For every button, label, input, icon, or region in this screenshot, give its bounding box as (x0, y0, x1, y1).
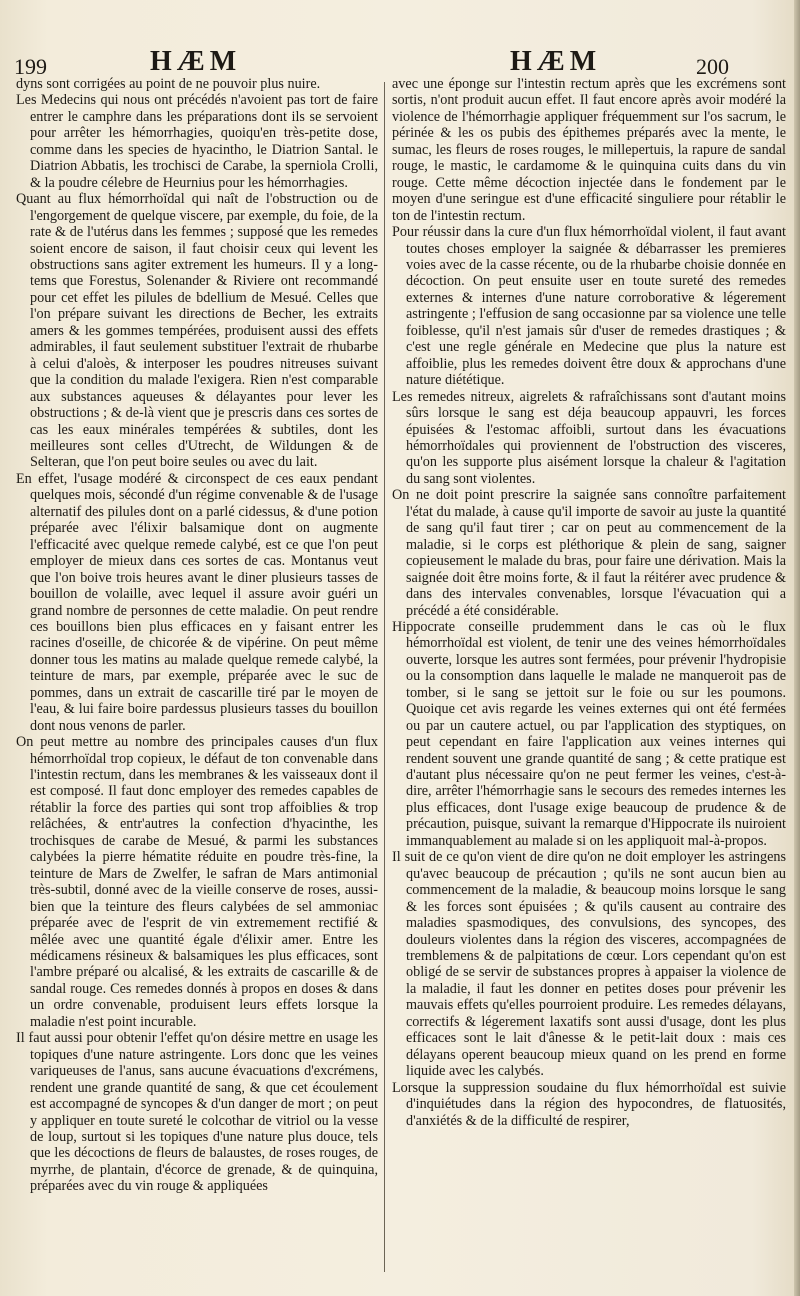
page-edge (794, 0, 800, 1296)
paragraph: On ne doit point prescrire la saignée sans connoître parfaitement l'état du malade, à cause qu'il importe de savoir au juste la quantité de sang qu'il faut tirer ; car on peut au commencement de la maladie, si le corps est pléthorique & plein de sang, saigner copieusement le malade du bras, pour faire une dérivation. Mais la saignée doit être moins forte, & il faut la réitérer avec prudence & dans des intervales convenables, lorsque l'évacuation qui a précédé a été considérable. (392, 487, 786, 619)
paragraph: Il faut aussi pour obtenir l'effet qu'on désire mettre en usage les topiques d'une nature astringente. Lors donc que les veines variqueuses de l'anus, sans aucune évacuations d'excrémens, rendent une grande quantité de sang, & que cet écoulement est accompagné de syncopes & d'un danger de mort ; on peut y appliquer en toute sureté le colcothar de vitriol ou la vesse de loup, surtout si les topiques d'une nature plus douce, tels que les décoctions de fleurs de balaustes, de roses rouges, de myrrhe, de plantain, d'écorce de grenade, & de quinquina, préparées avec du vin rouge & appliquées (16, 1030, 378, 1195)
paragraph: dyns sont corrigées au point de ne pouvoir plus nuire. (16, 76, 321, 92)
paragraph: Pour réussir dans la cure d'un flux hémorrhoïdal violent, il faut avant toutes choses employer la saignée & débarrasser les premieres voies avec de la casse récente, ou de la rhubarbe choisie donnée en décoction. On peut ensuite user en toute sureté des remedes externes & internes d'une nature corroborative & légerement astringente ; l'effusion de sang occasionne par sa violence une telle foiblesse, qu'il n'est jamais sûr d'user de remedes drastiques ; & c'est une regle générale en Medecine que plus la nature est affoiblie, plus les remedes doivent être doux & approchans d'une nature diététique. (392, 224, 786, 389)
right-page-number: 200 (696, 54, 729, 79)
paragraph: Quant au flux hémorrhoïdal qui naît de l'obstruction ou de l'engorgement de quelque viscere, par exemple, du foie, de la rate & de l'utérus dans les femmes ; supposé que les remedes soient encore de saison, il faut choisir ceux qui levent les obstructions sans agiter extrement les humeurs. Il y a long-tems que Forestus, Solenander & Riviere ont recommandé pour cet effet les pilules de bdellium de Mesué. Celles que l'on prépare suivant les directions de Becher, les extraits amers & les gommes tempérées, produisent aussi des effets admirables, il faut seulement substituer l'extrait de rhubarbe à celui d'aloès, & interposer les poudres nitreuses suivant que la condition du malade l'exigera. Rien n'est comparable aux substances aqueuses & délayantes pour lever les obstructions ; & de-là vient que je prescris dans ces sortes de cas les eaux minérales tempérées & subtiles, dont les meilleures sont celles d'Utrecht, de Wildungen & de Selteran, que l'on peut boire seules ou avec du lait. (16, 191, 378, 471)
left-running-head: HÆM (150, 46, 242, 77)
right-text-column (392, 76, 786, 1129)
paragraph: Lorsque la suppression soudaine du flux hémorrhoïdal est suivie d'inquiétudes dans la région des hypocondres, de flatuosités, d'anxiétés & de la difficulté de respirer, (392, 1079, 786, 1129)
right-running-head: HÆM (510, 46, 602, 77)
column-divider (384, 82, 385, 1272)
paragraph: avec une éponge sur l'intestin rectum après que les excrémens sont sortis, n'ont produit aucun effet. Il faut encore après avoir modéré la violence de l'hémorrhagie appliquer fréquemment sur l'os sacrum, le périnée & les os pubis des épithemes préparés avec la mente, le sumac, les fleurs de roses rouges, le millepertuis, la rapure de sandal rouge, le mastic, le cardamome & le quinquina cuits dans du vin rouge. Cette même décoction injectée dans le fondement par le moyen d'une seringue est d'une efficacité singuliere pour rétablir le ton de l'intestin rectum. (392, 76, 786, 224)
left-page-number: 199 (14, 54, 47, 79)
paragraph: En effet, l'usage modéré & circonspect de ces eaux pendant quelques mois, sécondé d'un régime convenable & de l'usage alternatif des pilules dont on a parlé cidessus, & d'une potion préparée avec l'élixir balsamique dont on augmente l'efficacité avec quelque remede calybé, est ce que l'on peut employer de mieux dans ces sortes de cas. Montanus veut que l'on boive trois heures avant le diner plusieurs tasses de bouillon de volaille, avec lequel il assure avoir guéri un grand nombre de personnes de cette maladie. On peut rendre ces bouillons bien plus efficaces en y faisant entrer les racines d'oseille, de chicorée & de vipérine. On peut même donner tous les matins au malade quelque remede calybé, la teinture de mars, par exemple, préparée avec le suc de pommes, dans un extrait de cascarille tiré par le moyen de l'eau, & lui faire boire pardessus plusieurs tasses du bouillon dont nous venons de parler. (16, 470, 378, 734)
paragraph: On peut mettre au nombre des principales causes d'un flux hémorrhoïdal trop copieux, le défaut de ton convenable dans l'intestin rectum, dans les membranes & les vaisseaux dont il est composé. Il faut donc employer des remedes capables de rétablir la force des parties qui sont trop affoiblies & trop relâchées, & entr'autres la confection d'hyacinthe, les trochisques de carabe de Mesué, & parmi les substances calybées la pierre hématite réduite en poudre très-fine, la teinture de Mars de Zwelfer, le safran de Mars antimonial très-subtil, donné avec de la vieille conserve de roses, aussi-bien que la teinture des fleurs calybées de sel ammoniac préparée avec de l'esprit de vin extremement rectifié & mêlée avec une quantité égale d'élixir amer. Entre les médicamens résineux & balsamiques les plus efficaces, sont l'ambre préparé ou alcalisé, & les extraits de cascarille & de sandal rouge. Ces remedes donnés à propos en doses & dans un ordre convenable, produisent leurs effets lorsque la maladie n'est point incurable. (16, 734, 378, 1030)
paragraph: Les Medecins qui nous ont précédés n'avoient pas tort de faire entrer le camphre dans les préparations dont ils se servoient pour arrêter les hémorrhagies, quoiqu'en très-petite dose, comme dans les species de hyacintho, le Diatrion Santal. le Diatrion Abbatis, les trochisci de Carabe, la sperniola Crolli, & la poudre célebre de Heurnius pour les hémorrhagies. (16, 92, 378, 191)
paragraph: Il suit de ce qu'on vient de dire qu'on ne doit employer les astringens qu'avec beaucoup de précaution ; qu'ils ne sont aucun bien au commencement de la maladie, & beaucoup moins lorsque le sang & les forces sont épuisées ; & qu'ils causent au contraire des maladies spasmodiques, des convulsions, des syncopes, des douleurs violentes dans la région des visceres, accompagnées de tremblemens & de palpitations de cœur. Lors cependant qu'on est obligé de se servir de substances propres à appaiser la violence de la maladie, il faut les donner en petites doses pour prévenir les mauvais effets qu'elles pourroient produire. Les remedes délayans, correctifs & légerement laxatifs sont aussi d'usage, dont les plus efficaces sont le lait d'ânesse & le petit-lait doux : mais ces délayans operent beaucoup mieux quand on les prend en forme liquide avec les calybés. (392, 849, 786, 1080)
paragraph: Les remedes nitreux, aigrelets & rafraîchissans sont d'autant moins sûrs lorsque le sang est déja beaucoup appauvri, les forces épuisées & l'estomac affoibli, surtout dans les évacuations hémorrhoïdales qui proviennent de l'obstruction des visceres, qu'on les supporte plus aisément lorsque la chaleur & l'agitation du sang sont violentes. (392, 388, 786, 487)
paragraph: Hippocrate conseille prudemment dans le cas où le flux hémorrhoïdal est violent, de tenir une des veines hémorrhoïdales ouverte, lorsque les autres sont fermées, pour prévenir l'hydropisie ou la consomption dans laquelle le malade ne manqueroit pas de tomber, si le sang se jettoit sur le foie ou sur les poumons. Quoique cet avis regarde les veines externes qui ont été fermées ou par un cautere actuel, ou par l'application des styptiques, on peut cependant en faire l'application aux veines internes qui rendent souvent une grande quantité de sang ; & cette pratique est d'autant plus nécessaire qu'on ne peut fermer les veines, c'est-à-dire, arrêter l'hémorrhagie sans le secours des remedes internes les plus efficaces, dont l'usage exige beaucoup de prudence & de précaution, puisque, suivant la remarque d'Hippocrate ils nuiroient immanquablement au malade si on les appliquoit mal-à-propos. (392, 618, 786, 849)
left-text-column (16, 76, 378, 1195)
